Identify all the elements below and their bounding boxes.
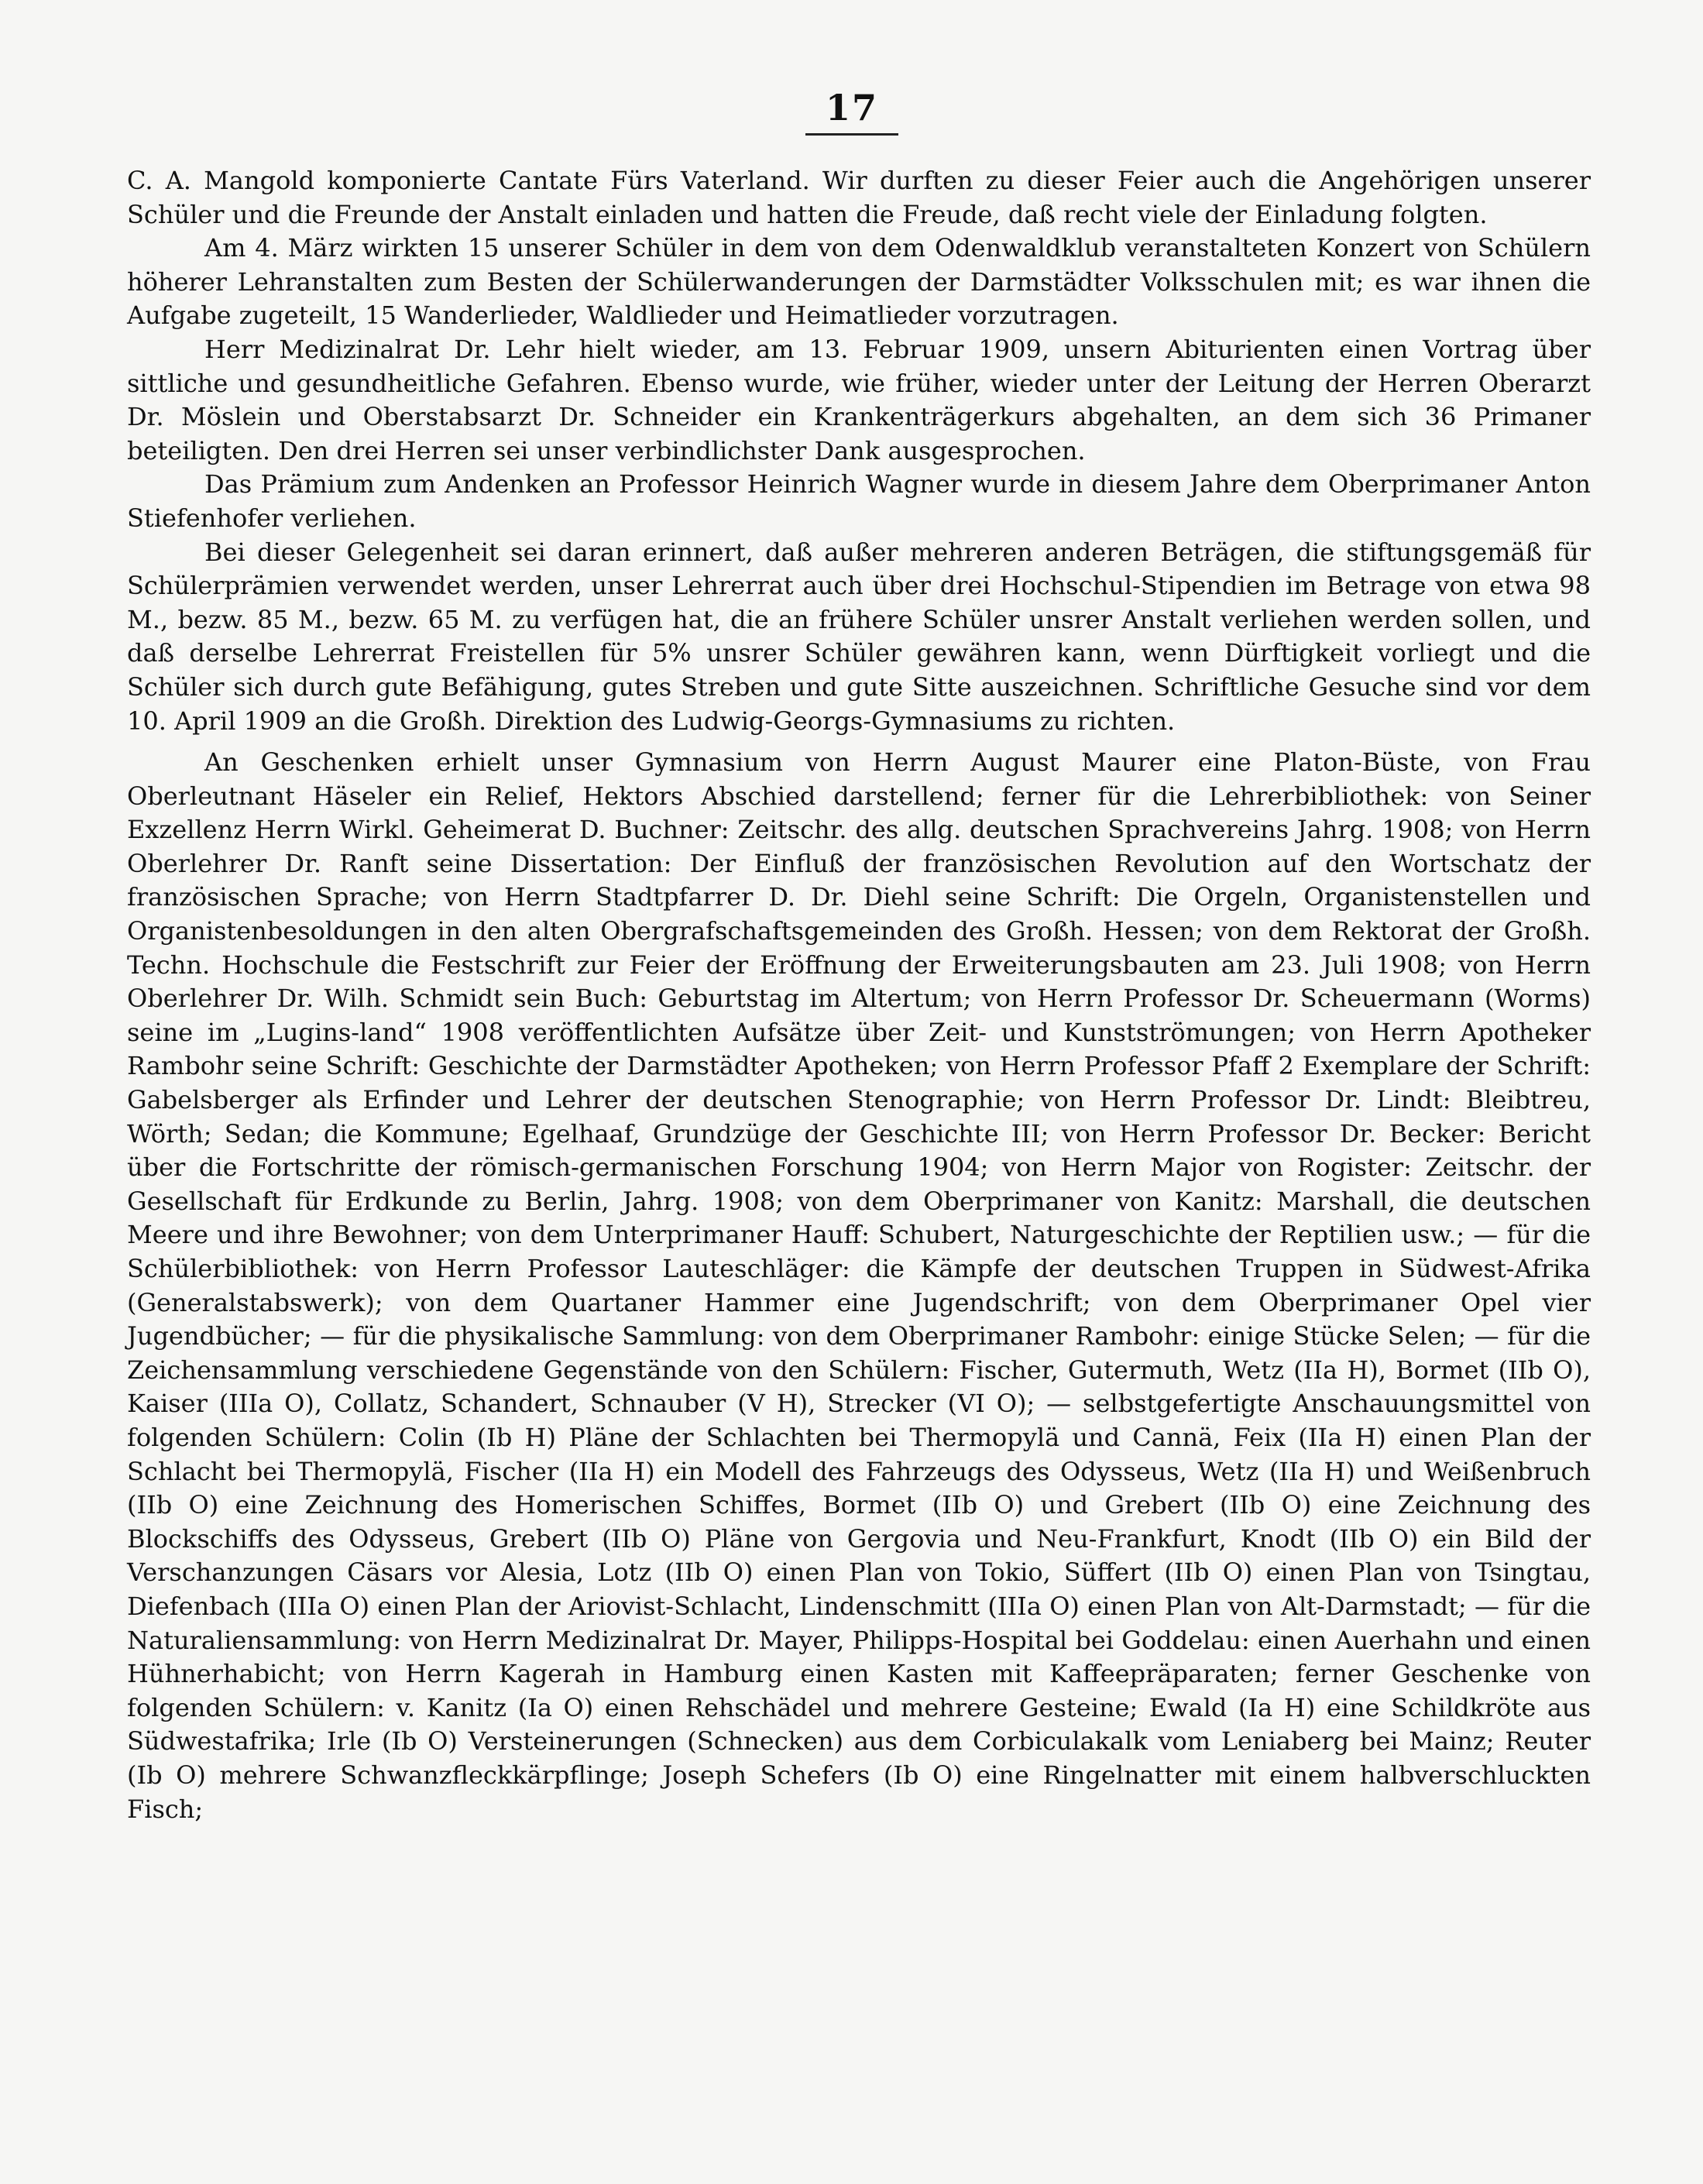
paragraph: C. A. Mangold komponierte Cantate Fürs Vaterland. Wir durften zu dieser Feier auch die Angehörigen unserer Schüler und die Freunde der Anstalt einladen und hatten die Freude, daß recht viele der Einladung folgten. [127, 166, 1591, 229]
paragraph: Herr Medizinalrat Dr. Lehr hielt wieder, am 13. Februar 1909, unsern Abiturienten einen Vortrag über sittliche und gesundheitliche Gefahren. Ebenso wurde, wie früher, wieder unter der Leitung der Herren Oberarzt Dr. Möslein und Oberstabsarzt Dr. Schneider ein Krankenträgerkurs abgehalten, an dem sich 36 Primaner beteiligten. Den drei Herren sei unser verbindlichster Dank ausgesprochen. [127, 334, 1591, 465]
paragraph: Am 4. März wirkten 15 unserer Schüler in dem von dem Odenwaldklub veranstalteten Konzert von Schülern höherer Lehranstalten zum Besten der Schülerwanderungen der Darmstädter Volksschulen mit; es war ihnen die Aufgabe zugeteilt, 15 Wanderlieder, Waldlieder und Heimatlieder vorzutragen. [127, 233, 1591, 331]
paragraph: Das Prämium zum Andenken an Professor Heinrich Wagner wurde in diesem Jahre dem Oberprimaner Anton Stiefenhofer verliehen. [127, 469, 1591, 533]
page-number-rule [805, 133, 898, 136]
body-text [127, 164, 1591, 1826]
page-number: 17 [825, 87, 878, 129]
paragraph: An Geschenken erhielt unser Gymnasium von Herrn August Maurer eine Platon-Büste, von Frau Oberleutnant Häseler ein Relief, Hektors Abschied darstellend; ferner für die Lehrerbibliothek: von Seiner Exzellenz Herrn Wirkl. Geheimerat D. Buchner: Zeitschr. des allg. deutschen Sprachvereins Jahrg. 1908; von Herrn Oberlehrer Dr. Ranft seine Dissertation: Der Einfluß der französischen Revolution auf den Wortschatz der französischen Sprache; von Herrn Stadtpfarrer D. Dr. Diehl seine Schrift: Die Orgeln, Organistenstellen und Organistenbesoldungen in den alten Obergrafschaftsgemeinden des Großh. Hessen; von dem Rektorat der Großh. Techn. Hochschule die Festschrift zur Feier der Eröffnung der Erweiterungsbauten am 23. Juli 1908; von Herrn Oberlehrer Dr. Wilh. Schmidt sein Buch: Geburtstag im Altertum; von Herrn Professor Dr. Scheuermann (Worms) seine im „Lugins-land“ 1908 veröffentlichten Aufsätze über Zeit- und Kunstströmungen; von Herrn Apotheker Rambohr seine Schrift: Geschichte der Darmstädter Apotheken; von Herrn Professor Pfaff 2 Exemplare der Schrift: Gabelsberger als Erfinder und Lehrer der deutschen Stenographie; von Herrn Professor Dr. Lindt: Bleibtreu, Wörth; Sedan; die Kommune; Egelhaaf, Grundzüge der Geschichte III; von Herrn Professor Dr. Becker: Bericht über die Fortschritte der römisch-germanischen Forschung 1904; von Herrn Major von Rogister: Zeitschr. der Gesellschaft für Erdkunde zu Berlin, Jahrg. 1908; von dem Oberprimaner von Kanitz: Marshall, die deutschen Meere und ihre Bewohner; von dem Unterprimaner Hauff: Schubert, Naturgeschichte der Reptilien usw.; — für die Schülerbibliothek: von Herrn Professor Lauteschläger: die Kämpfe der deutschen Truppen in Südwest-Afrika (Generalstabswerk); von dem Quartaner Hammer eine Jugendschrift; von dem Oberprimaner Opel vier Jugendbücher; — für die physikalische Sammlung: von dem Oberprimaner Rambohr: einige Stücke Selen; — für die Zeichensammlung verschiedene Gegenstände von den Schülern: Fischer, Gutermuth, Wetz (IIa H), Bormet (IIb O), Kaiser (IIIa O), Collatz, Schandert, Schnauber (V H), Strecker (VI O); — selbstgefertigte Anschauungsmittel von folgenden Schülern: Colin (Ib H) Pläne der Schlachten bei Thermopylä und Cannä, Feix (IIa H) einen Plan der Schlacht bei Thermopylä, Fischer (IIa H) ein Modell des Fahrzeugs des Odysseus, Wetz (IIa H) und Weißenbruch (IIb O) eine Zeichnung des Homerischen Schiffes, Bormet (IIb O) und Grebert (IIb O) eine Zeichnung des Blockschiffs des Odysseus, Grebert (IIb O) Pläne von Gergovia und Neu-Frankfurt, Knodt (IIb O) ein Bild der Verschanzungen Cäsars vor Alesia, Lotz (IIb O) einen Plan von Tokio, Süffert (IIb O) einen Plan von Tsingtau, Diefenbach (IIIa O) einen Plan der Ariovist-Schlacht, Lindenschmitt (IIIa O) einen Plan von Alt-Darmstadt; — für die Naturaliensammlung: von Herrn Medizinalrat Dr. Mayer, Philipps-Hospital bei Goddelau: einen Auerhahn und einen Hühnerhabicht; von Herrn Kagerah in Hamburg einen Kasten mit Kaffeepräparaten; ferner Geschenke von folgenden Schülern: v. Kanitz (Ia O) einen Rehschädel und mehrere Gesteine; Ewald (Ia H) eine Schildkröte aus Südwestafrika; Irle (Ib O) Versteinerungen (Schnecken) aus dem Corbiculakalk vom Leniaberg bei Mainz; Reuter (Ib O) mehrere Schwanzfleckkärpflinge; Joseph Schefers (Ib O) eine Ringelnatter mit einem halbverschluckten Fisch; [127, 747, 1591, 1824]
paragraph: Bei dieser Gelegenheit sei daran erinnert, daß außer mehreren anderen Beträgen, die stiftungsgemäß für Schülerprämien verwendet werden, unser Lehrerrat auch über drei Hochschul-Stipendien im Betrage von etwa 98 M., bezw. 85 M., bezw. 65 M. zu verfügen hat, die an frühere Schüler unsrer Anstalt verliehen werden sollen, und daß derselbe Lehrerrat Freistellen für 5% unsrer Schüler gewähren kann, wenn Dürftigkeit vorliegt und die Schüler sich durch gute Befähigung, gutes Streben und gute Sitte auszeichnen. Schriftliche Gesuche sind vor dem 10. April 1909 an die Großh. Direktion des Ludwig-Georgs-Gymnasiums zu richten. [127, 537, 1591, 736]
